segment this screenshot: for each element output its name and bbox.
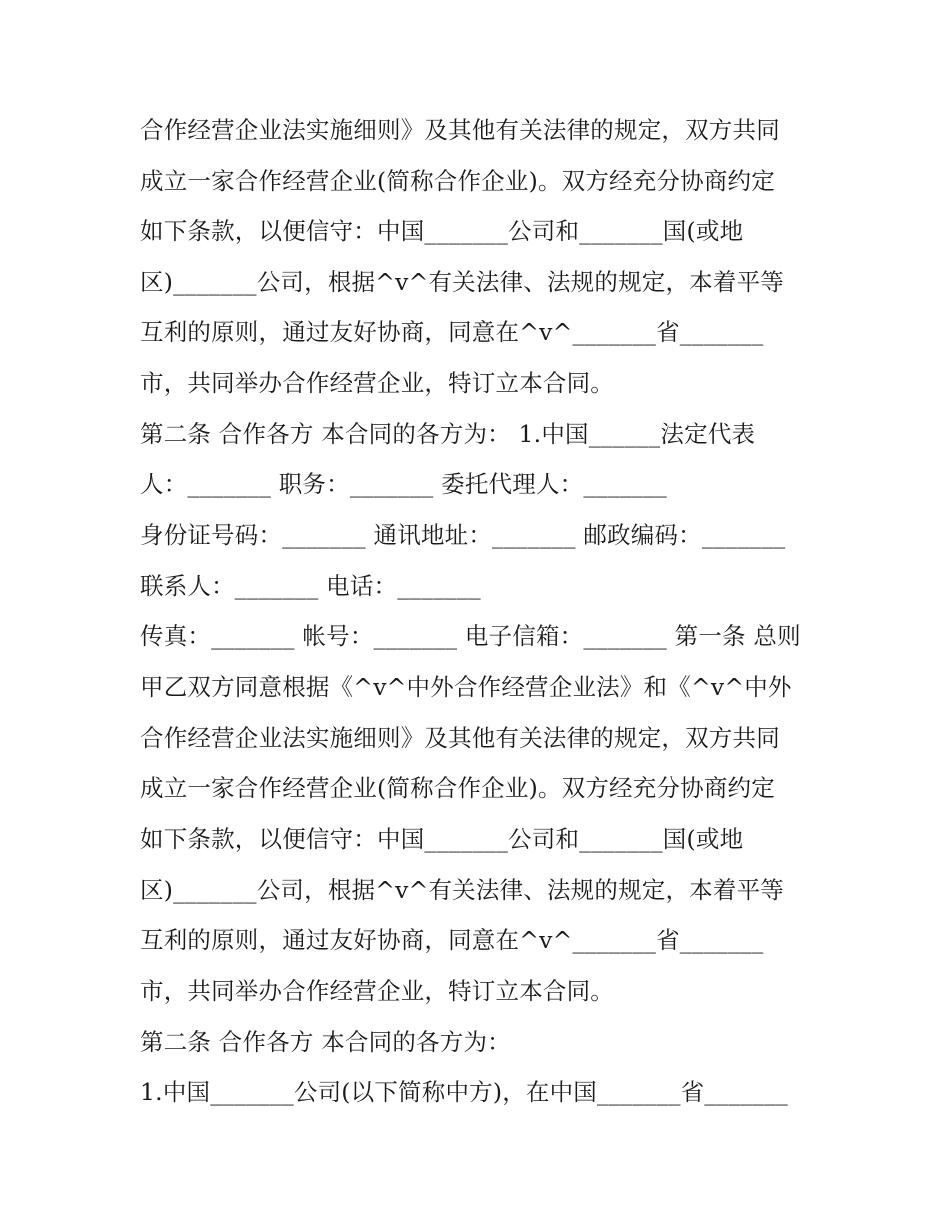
text-line: 区)_______公司，根据^v^有关法律、法规的规定，本着平等 bbox=[140, 268, 784, 296]
text-line: 联系人：_______ 电话：_______ bbox=[140, 572, 481, 600]
text-line: 互利的原则，通过友好协商，同意在^v^_______省_______ bbox=[140, 318, 764, 346]
text-line: 如下条款，以便信守：中国_______公司和_______国(或地 bbox=[140, 825, 744, 853]
text-line: 身份证号码：_______ 通讯地址：_______ 邮政编码：_______ bbox=[140, 521, 786, 549]
text-line: 1.中国_______公司(以下简称中方)，在中国_______省_______ bbox=[140, 1078, 789, 1106]
text-line: 传真：_______ 帐号：_______ 电子信箱：_______ 第一条 总则 bbox=[140, 622, 801, 650]
text-line: 成立一家合作经营企业(简称合作企业)。双方经充分协商约定 bbox=[140, 167, 775, 195]
text-line: 如下条款，以便信守：中国_______公司和_______国(或地 bbox=[140, 217, 744, 245]
text-line: 合作经营企业法实施细则》及其他有关法律的规定，双方共同 bbox=[140, 724, 780, 752]
text-line: 第二条 合作各方 本合同的各方为： 1.中国______法定代表 bbox=[140, 420, 756, 448]
text-line: 第二条 合作各方 本合同的各方为： bbox=[140, 1028, 511, 1056]
text-line: 互利的原则，通过友好协商，同意在^v^_______省_______ bbox=[140, 926, 764, 954]
text-line: 市，共同举办合作经营企业，特订立本合同。 bbox=[140, 369, 614, 397]
text-line: 合作经营企业法实施细则》及其他有关法律的规定，双方共同 bbox=[140, 116, 780, 144]
text-line: 成立一家合作经营企业(简称合作企业)。双方经充分协商约定 bbox=[140, 774, 775, 802]
text-line: 人：_______ 职务：_______ 委托代理人：_______ bbox=[140, 470, 667, 498]
text-line: 市，共同举办合作经营企业，特订立本合同。 bbox=[140, 977, 614, 1005]
text-line: 甲乙双方同意根据《^v^中外合作经营企业法》和《^v^中外 bbox=[140, 673, 792, 701]
text-line: 区)_______公司，根据^v^有关法律、法规的规定，本着平等 bbox=[140, 876, 784, 904]
